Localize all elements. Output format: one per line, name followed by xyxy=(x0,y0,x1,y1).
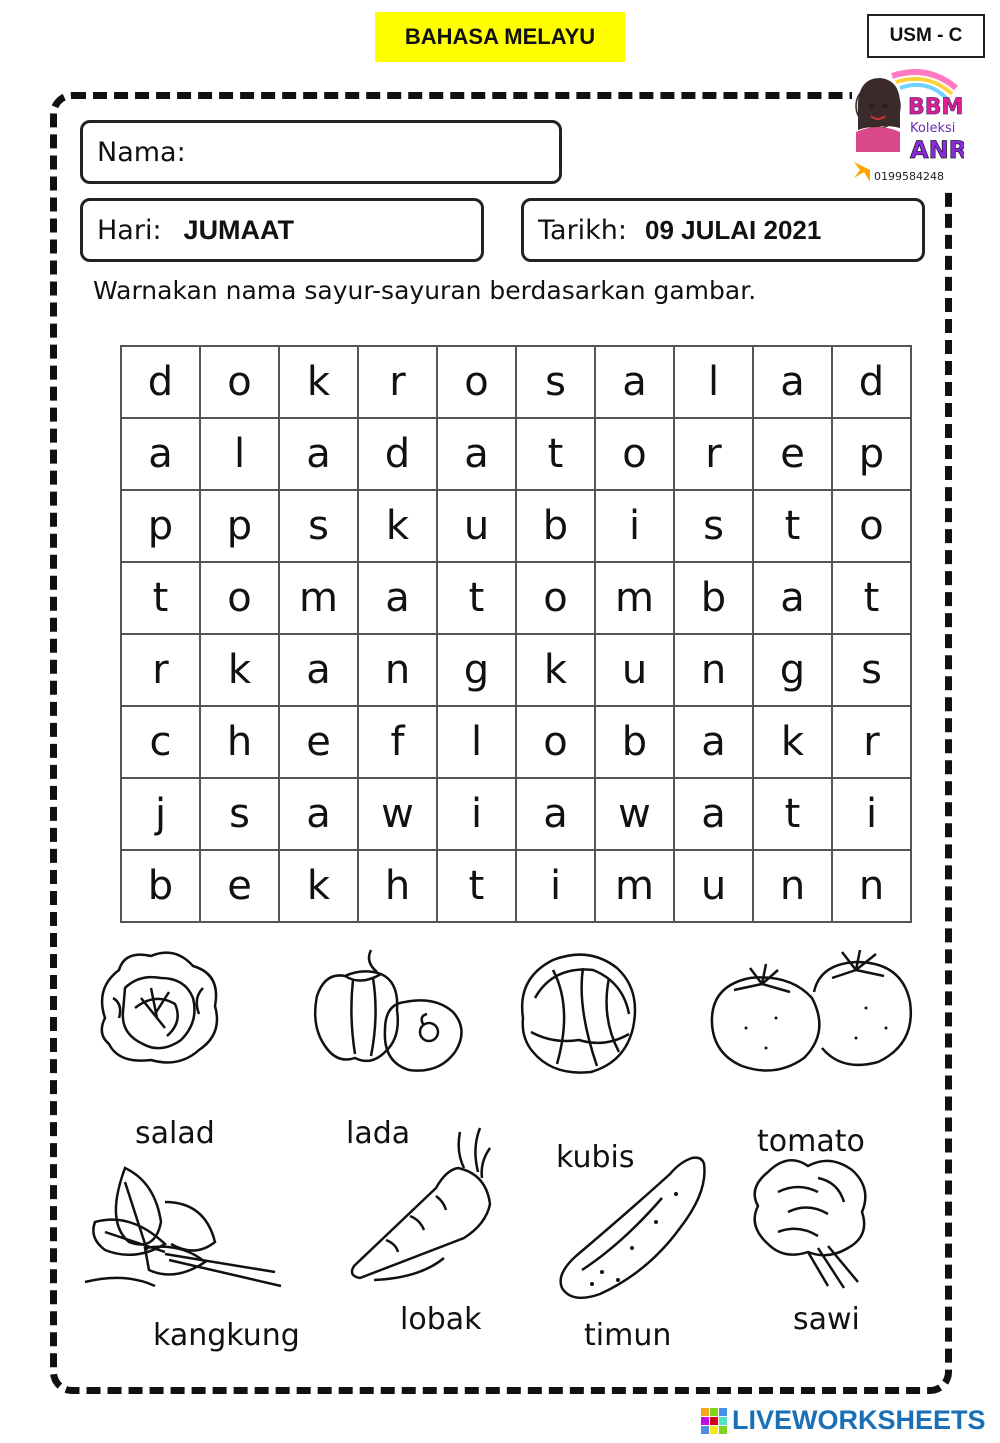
grid-cell[interactable]: u xyxy=(595,634,674,706)
instruction-text: Warnakan nama sayur-sayuran berdasarkan gambar. xyxy=(93,276,757,305)
grid-row xyxy=(121,418,911,490)
hari-label: Hari: xyxy=(97,214,162,246)
grid-cell[interactable]: e xyxy=(279,706,358,778)
grid-cell[interactable]: t xyxy=(121,562,200,634)
grid-cell[interactable]: f xyxy=(358,706,437,778)
tarikh-value: 09 JULAI 2021 xyxy=(645,214,822,245)
grid-cell[interactable]: u xyxy=(437,490,516,562)
grid-cell[interactable]: t xyxy=(753,490,832,562)
grid-cell[interactable]: k xyxy=(200,634,279,706)
grid-cell[interactable]: l xyxy=(200,418,279,490)
tarikh-field[interactable] xyxy=(521,198,925,262)
grid-cell[interactable]: g xyxy=(753,634,832,706)
grid-cell[interactable]: k xyxy=(358,490,437,562)
grid-cell[interactable]: u xyxy=(674,850,753,922)
veg-label-lada: lada xyxy=(346,1116,411,1151)
veg-label-lobak: lobak xyxy=(400,1302,482,1337)
veg-label-sawi: sawi xyxy=(793,1302,860,1337)
grid-cell[interactable]: t xyxy=(832,562,911,634)
grid-cell[interactable]: a xyxy=(753,346,832,418)
grid-cell[interactable]: r xyxy=(121,634,200,706)
grid-row xyxy=(121,490,911,562)
grid-cell[interactable]: s xyxy=(832,634,911,706)
grid-row xyxy=(121,706,911,778)
grid-cell[interactable]: t xyxy=(516,418,595,490)
grid-cell[interactable]: j xyxy=(121,778,200,850)
hari-value: JUMAAT xyxy=(183,214,295,245)
grid-row xyxy=(121,346,911,418)
grid-cell[interactable]: a xyxy=(121,418,200,490)
grid-cell[interactable]: k xyxy=(516,634,595,706)
grid-cell[interactable]: p xyxy=(200,490,279,562)
hari-field[interactable] xyxy=(80,198,484,262)
grid-cell[interactable]: a xyxy=(674,706,753,778)
grid-cell[interactable]: k xyxy=(279,850,358,922)
grid-cell[interactable]: o xyxy=(437,346,516,418)
grid-cell[interactable]: l xyxy=(437,706,516,778)
grid-cell[interactable]: a xyxy=(279,634,358,706)
grid-cell[interactable]: a xyxy=(595,346,674,418)
grid-cell[interactable]: i xyxy=(832,778,911,850)
grid-cell[interactable]: h xyxy=(200,706,279,778)
grid-cell[interactable]: h xyxy=(358,850,437,922)
grid-cell[interactable]: k xyxy=(753,706,832,778)
grid-cell[interactable]: o xyxy=(200,562,279,634)
veg-label-tomato: tomato xyxy=(757,1124,865,1159)
subject-title: BAHASA MELAYU xyxy=(375,12,625,62)
grid-cell[interactable]: a xyxy=(437,418,516,490)
author-logo-icon xyxy=(852,66,964,190)
logo-text-koleksi: Koleksi xyxy=(910,121,956,136)
grid-cell[interactable]: t xyxy=(437,562,516,634)
mustard-greens-icon xyxy=(748,1152,878,1292)
grid-cell[interactable]: b xyxy=(516,490,595,562)
veg-label-salad: salad xyxy=(135,1116,215,1151)
grid-cell[interactable]: p xyxy=(832,418,911,490)
grid-cell[interactable]: i xyxy=(516,850,595,922)
logo-phone: 0199584248 xyxy=(874,170,944,183)
cucumber-icon xyxy=(552,1152,712,1312)
grid-cell[interactable]: c xyxy=(121,706,200,778)
grid-cell[interactable]: n xyxy=(358,634,437,706)
grid-cell[interactable]: m xyxy=(595,562,674,634)
logo-text-anr: ANR xyxy=(910,136,964,164)
water-spinach-icon xyxy=(85,1162,285,1302)
grid-cell[interactable]: o xyxy=(516,706,595,778)
grid-cell[interactable]: t xyxy=(753,778,832,850)
grid-row xyxy=(121,778,911,850)
grid-cell[interactable]: a xyxy=(279,778,358,850)
nama-field[interactable] xyxy=(80,120,562,184)
grid-cell[interactable]: e xyxy=(200,850,279,922)
grid-cell[interactable]: o xyxy=(595,418,674,490)
grid-cell[interactable]: r xyxy=(358,346,437,418)
grid-cell[interactable]: i xyxy=(437,778,516,850)
grid-cell[interactable]: n xyxy=(674,634,753,706)
carrot-icon xyxy=(340,1128,510,1288)
grid-cell[interactable]: n xyxy=(753,850,832,922)
grid-cell[interactable]: a xyxy=(516,778,595,850)
grid-cell[interactable]: s xyxy=(279,490,358,562)
grid-cell[interactable]: s xyxy=(200,778,279,850)
grid-cell[interactable]: d xyxy=(121,346,200,418)
grid-cell[interactable]: b xyxy=(121,850,200,922)
logo-text-bbm: BBM xyxy=(908,95,964,120)
grid-cell[interactable]: e xyxy=(753,418,832,490)
tarikh-label: Tarikh: xyxy=(538,214,628,246)
grid-cell[interactable]: b xyxy=(595,706,674,778)
grid-cell[interactable]: a xyxy=(674,778,753,850)
veg-label-timun: timun xyxy=(584,1318,672,1353)
bell-pepper-icon xyxy=(305,946,475,1076)
grid-cell[interactable]: o xyxy=(516,562,595,634)
nama-label: Nama: xyxy=(97,136,186,168)
veg-label-kangkung: kangkung xyxy=(153,1318,300,1353)
cabbage-icon xyxy=(513,948,643,1078)
grid-cell[interactable]: r xyxy=(674,418,753,490)
tomato-icon xyxy=(706,948,916,1078)
liveworksheets-logo-icon xyxy=(700,1407,728,1435)
lettuce-icon xyxy=(95,948,225,1068)
footer-brand-text: LIVEWORKSHEETS xyxy=(732,1405,986,1435)
grid-row xyxy=(121,634,911,706)
class-code-box: USM - C xyxy=(867,14,985,58)
grid-cell[interactable]: w xyxy=(595,778,674,850)
grid-cell[interactable]: k xyxy=(279,346,358,418)
grid-cell[interactable]: s xyxy=(516,346,595,418)
grid-cell[interactable]: p xyxy=(121,490,200,562)
grid-cell[interactable]: a xyxy=(358,562,437,634)
word-search-grid xyxy=(120,345,912,923)
grid-cell[interactable]: i xyxy=(595,490,674,562)
grid-row xyxy=(121,850,911,922)
grid-cell[interactable]: m xyxy=(279,562,358,634)
grid-cell[interactable]: s xyxy=(674,490,753,562)
grid-cell[interactable]: o xyxy=(832,490,911,562)
grid-row xyxy=(121,562,911,634)
grid-cell[interactable]: g xyxy=(437,634,516,706)
grid-cell[interactable]: a xyxy=(279,418,358,490)
grid-cell[interactable]: w xyxy=(358,778,437,850)
grid-cell[interactable]: o xyxy=(200,346,279,418)
author-logo xyxy=(852,66,964,190)
grid-cell[interactable]: b xyxy=(674,562,753,634)
grid-cell[interactable]: t xyxy=(437,850,516,922)
grid-cell[interactable]: l xyxy=(674,346,753,418)
grid-cell[interactable]: d xyxy=(358,418,437,490)
grid-cell[interactable]: d xyxy=(832,346,911,418)
grid-cell[interactable]: r xyxy=(832,706,911,778)
footer-brand xyxy=(700,1405,986,1436)
veg-label-kubis: kubis xyxy=(556,1140,635,1175)
grid-cell[interactable]: n xyxy=(832,850,911,922)
grid-cell[interactable]: a xyxy=(753,562,832,634)
grid-cell[interactable]: m xyxy=(595,850,674,922)
